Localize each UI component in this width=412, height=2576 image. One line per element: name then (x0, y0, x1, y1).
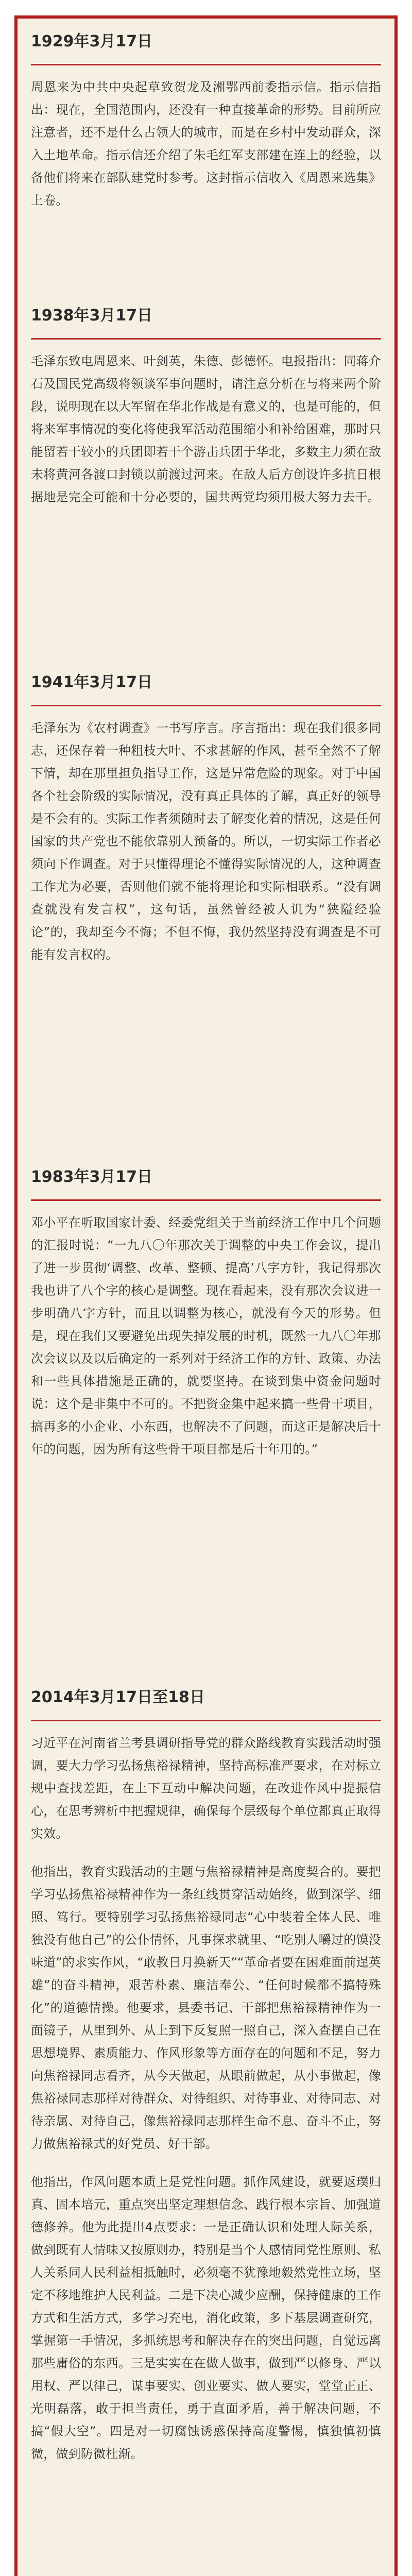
section-divider (31, 64, 381, 65)
history-entry-2014 (31, 1688, 381, 2481)
history-entry-1983 (31, 1167, 381, 1476)
section-divider (31, 705, 381, 706)
entry-date: 1929年3月17日 (31, 32, 153, 50)
entry-paragraph: 毛泽东为《农村调查》一书写序言。序言指出：现在我们很多同志，还保存着一种粗枝大叶、不求甚解的作风，甚至全然不了解下情，却在那里担负指导工作，这是异常危险的现象。对于中国各个社会阶级的实际情况，没有真正具体的了解，真正好的领导是不会有的。实际工作者须随时去了解变化着的情况，这是任何国家的共产党也不能依靠别人预备的。所以，一切实际工作者必须向下作调查。对于只懂得理论不懂得实际情况的人，这种调查工作尤为必要，否则他们就不能将理论和实际相联系。“没有调查就没有发言权”，这句话，虽然曾经被人讥为“狭隘经验论”的，我却至今不悔；不但不悔，我仍然坚持没有调查是不可能有发言权的。 (31, 721, 381, 962)
entry-date: 1983年3月17日 (31, 1168, 153, 1186)
red-border-frame (14, 15, 398, 2576)
entry-paragraph: 习近平在河南省兰考县调研指导党的群众路线教育实践活动时强调，要大力学习弘扬焦裕禄精神，坚持高标准严要求，在对标立规中查找差距，在上下互动中解决问题，在改进作风中提振信心，在思考辨析中把握规律，确保每个层级每个单位都真正取得实效。 (31, 1736, 381, 1841)
entry-date: 1938年3月17日 (31, 307, 153, 325)
entry-paragraph: 毛泽东致电周恩来、叶剑英，朱德、彭德怀。电报指出：同蒋介石及国民党高级将领谈军事问题时，请注意分析在与将来两个阶段，说明现在以大军留在华北作战是有意义的，也是可能的，但将来军事情况的变化将使我军活动范围缩小和补给困难，那时只能留若干较小的兵团即若干个游击兵团于华北，多数主力须在敌未将黄河各渡口封锁以前渡过河来。在敌人后方创设许多抗日根据地是完全可能和十分必要的，国共两党均须用极大努力去干。 (31, 354, 381, 504)
entry-paragraph: 他指出，作风问题本质上是党性问题。抓作风建设，就要返璞归真、固本培元，重点突出坚定理想信念、践行根本宗旨、加强道德修养。他为此提出4点要求：一是正确认识和处理人际关系，做到既有人情味又按原则办，特别是当个人感情同党性原则、私人关系同人民利益相抵触时，必须毫不犹豫地毅然党性立场，坚定不移地维护人民利益。二是下决心减少应酬，保持健康的工作方式和生活方式，多学习充电，消化政策，多下基层调查研究，掌握第一手情况，多抓统思考和解决存在的突出问题，自觉远离那些庸俗的东西。三是实实在在做人做事，做到严以修身、严以用权、严以律己，谋事要实、创业要实、做人要实，堂堂正正、光明磊落，敢于担当责任，勇于直面矛盾，善于解决问题，不搞“假大空”。四是对一切腐蚀诱惑保持高度警惕，慎独慎初慎微，做到防微杜渐。 (31, 2175, 381, 2461)
section-divider (31, 1199, 381, 1201)
section-divider (31, 338, 381, 340)
entry-paragraph: 周恩来为中共中央起草致贺龙及湘鄂西前委指示信。指示信指出：现在，全国范围内，还没有一种直接革命的形势。目前所应注意者，还不是什么占领大的城市，而是在乡村中发动群众，深入土地革命。指示信还介绍了朱毛红军支部建在连上的经验，以备他们将来在部队建党时参考。这封指示信收入《周恩来选集》上卷。 (31, 80, 381, 208)
entry-date: 2014年3月17日至18日 (31, 1688, 205, 1706)
entry-paragraph: 他指出，教育实践活动的主题与焦裕禄精神是高度契合的。要把学习弘扬焦裕禄精神作为一条红线贯穿活动始终，做到深学、细照、笃行。要特别学习弘扬焦裕禄同志“心中装着全体人民、唯独没有他自己”的公仆情怀，凡事探求就里、“吃别人嚼过的馍没味道”的求实作风，“敢教日月换新天”“革命者要在困难面前逞英雄”的奋斗精神，艰苦朴素、廉洁奉公、“任何时候都不搞特殊化”的道德情操。他要求，县委书记、干部把焦裕禄精神作为一面镜子，从里到外、从上到下反复照一照自己，深入查摆自己在思想境界、素质能力、作风形象等方面存在的问题和不足，努力向焦裕禄同志看齐，从今天做起，从眼前做起，从小事做起，像焦裕禄同志那样对待群众、对待组织、对待事业、对待同志、对待亲属、对待自己，像焦裕禄同志那样生命不息、奋斗不止，努力做焦裕禄式的好党员、好干部。 (31, 1865, 381, 2151)
entry-paragraph: 邓小平在听取国家计委、经委党组关于当前经济工作中几个问题的汇报时说：“一九八〇年那次关于调整的中央工作会议，提出了进一步贯彻‘调整、改革、整顿、提高’八字方针，我记得那次我也讲了八个字的核心是调整。现在看起来，没有那次会议进一步明确八字方针，而且以调整为核心，就没有今天的形势。但是，现在我们又要避免出现失掉发展的时机，既然一九八〇年那次会议以及以后确定的一系列对于经济工作的方针、政策、办法和一些具体措施是正确的，就要坚持。在谈到集中资金问题时说：这个是非集中不可的。不把资金集中起来搞一些骨干项目，搞再多的小企业、小东西，也解决不了问题，而这正是解决后十年的问题，因为所有这些骨干项目都是后十年用的。” (31, 1215, 381, 1456)
history-entry-1929 (31, 32, 381, 227)
history-entry-1941 (31, 673, 381, 981)
history-entry-1938 (31, 306, 381, 524)
entry-date: 1941年3月17日 (31, 673, 153, 691)
section-divider (31, 1720, 381, 1721)
